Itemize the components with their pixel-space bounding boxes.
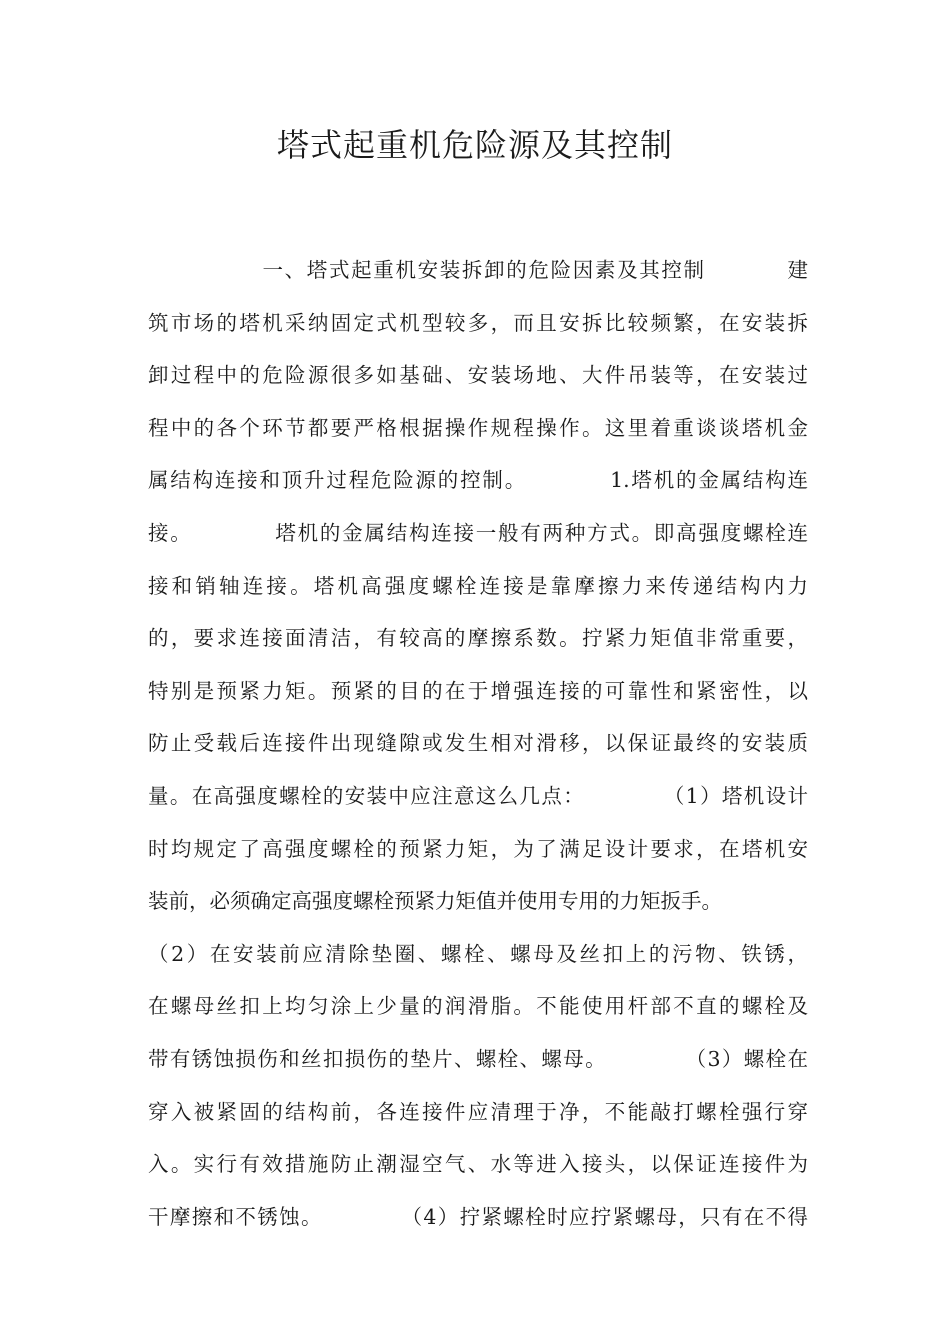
body-line: 接和销轴连接。塔机高强度螺栓连接是靠摩擦力来传递结构内力: [148, 573, 808, 598]
body-line: 特别是预紧力矩。预紧的目的在于增强连接的可靠性和紧密性，以: [148, 678, 808, 703]
body-line: 量。在高强度螺栓的安装中应注意这么几点： （1）塔机设计: [148, 783, 808, 808]
body-line: 装前，必须确定高强度螺栓预紧力矩值并使用专用的力矩扳手。: [148, 889, 722, 914]
body-line: 入。实行有效措施防止潮湿空气、水等进入接头，以保证连接件为: [148, 1152, 808, 1177]
body-line: 程中的各个环节都要严格根据操作规程操作。这里着重谈谈塔机金: [148, 415, 808, 440]
body-line: 接。 塔机的金属结构连接一般有两种方式。即高强度螺栓连: [148, 520, 808, 545]
body-line: 穿入被紧固的结构前，各连接件应清理于净，不能敲打螺栓强行穿: [148, 1099, 808, 1124]
body-line: 属结构连接和顶升过程危险源的控制。 1.塔机的金属结构连: [148, 468, 808, 493]
body-line: 的，要求连接面清洁，有较高的摩擦系数。拧紧力矩值非常重要，: [148, 626, 808, 651]
body-line: 筑市场的塔机采纳固定式机型较多，而且安拆比较频繁，在安装拆: [148, 310, 808, 335]
body-line: 时均规定了高强度螺栓的预紧力矩，为了满足设计要求，在塔机安: [148, 836, 808, 861]
body-line: 一、塔式起重机安装拆卸的危险因素及其控制 建: [148, 258, 808, 282]
body-line: （2）在安装前应清除垫圈、螺栓、螺母及丝扣上的污物、铁锈，: [148, 941, 808, 966]
document-title: 塔式起重机危险源及其控制: [276, 126, 673, 164]
body-line: 在螺母丝扣上均匀涂上少量的润滑脂。不能使用杆部不直的螺栓及: [148, 994, 808, 1019]
body-line: 干摩擦和不锈蚀。 （4）拧紧螺栓时应拧紧螺母，只有在不得: [148, 1204, 808, 1229]
body-line: 带有锈蚀损伤和丝扣损伤的垫片、螺栓、螺母。 （3）螺栓在: [148, 1046, 808, 1071]
body-line: 卸过程中的危险源很多如基础、安装场地、大件吊装等，在安装过: [148, 363, 808, 388]
document-body: [148, 244, 808, 1243]
body-line: 防止受载后连接件出现缝隙或发生相对滑移，以保证最终的安装质: [148, 731, 808, 756]
